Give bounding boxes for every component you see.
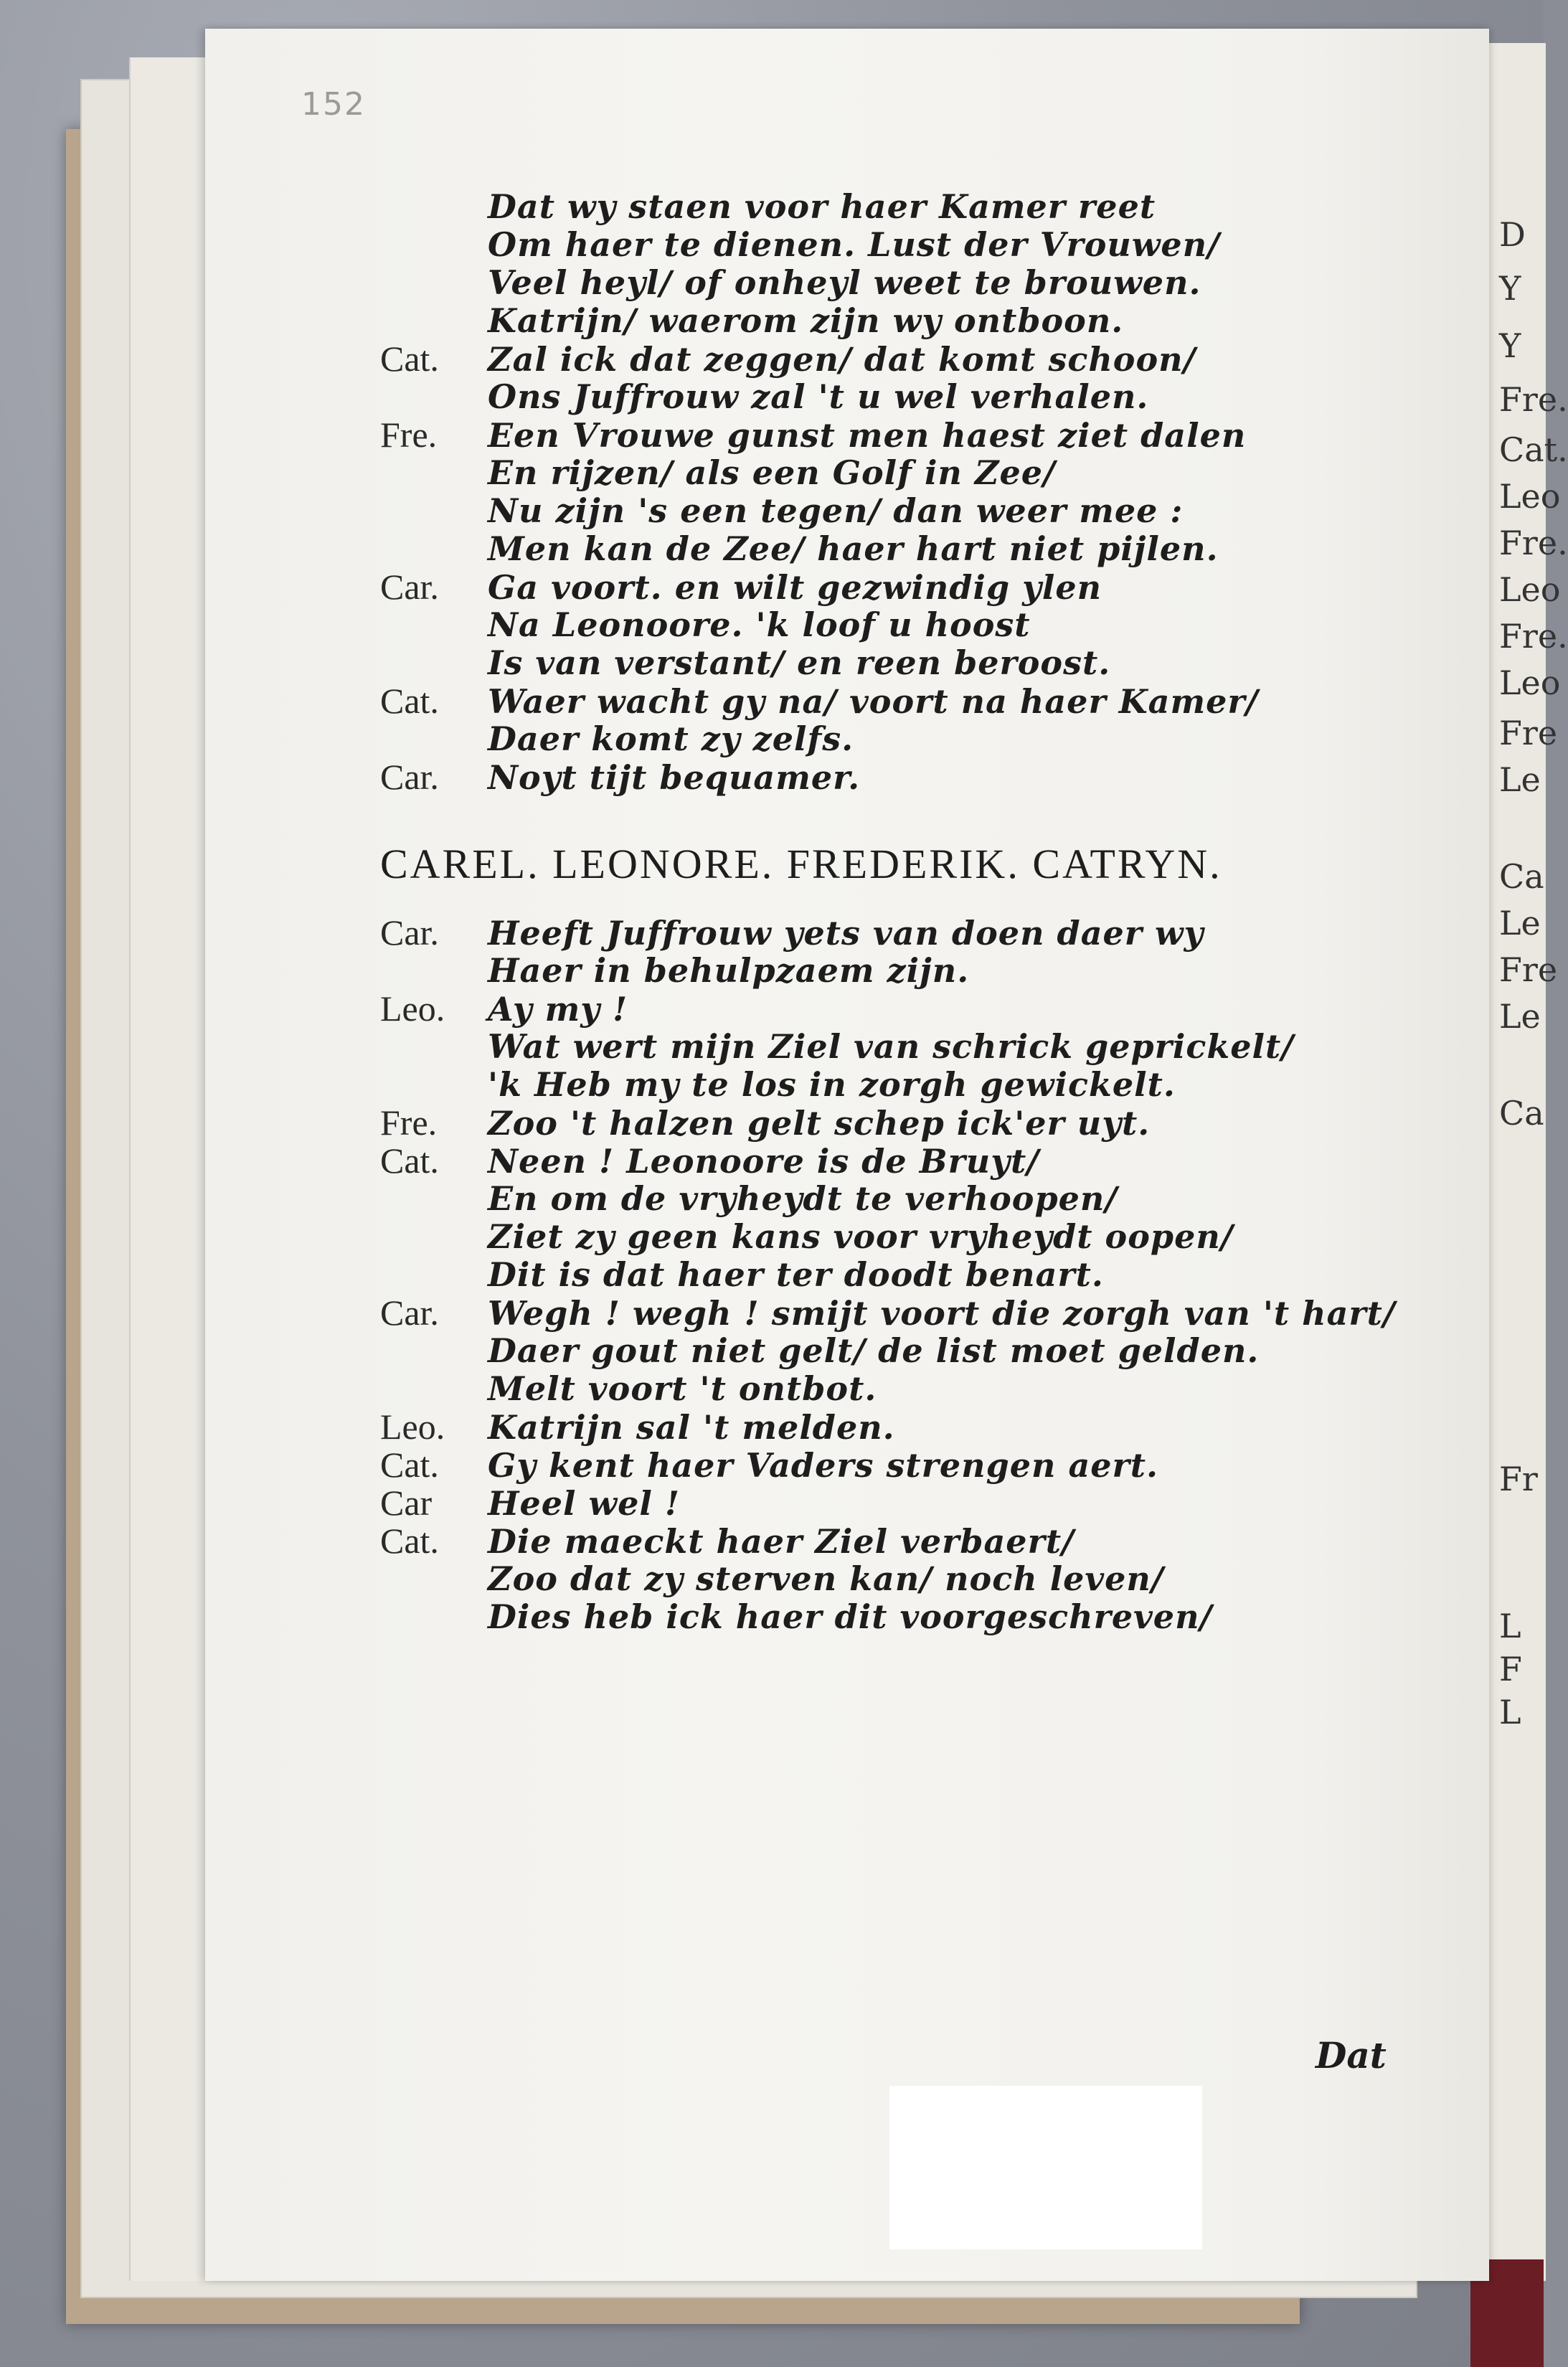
verse-text: Neen ! Leonoore is de Bruyt/ [488,1142,1040,1181]
facing-page-fragment: Le [1499,904,1541,942]
verse-text: Zal ick dat zeggen/ dat komt schoon/ [488,340,1196,379]
speaker-label: Cat. [380,1140,439,1181]
verse-line [380,226,1456,264]
verse-text: Ga voort. en wilt gezwindig ylen [488,568,1102,607]
verse-text: En rijzen/ als een Golf in Zee/ [488,453,1056,492]
facing-page-fragment: L [1499,1693,1521,1731]
speaker-label: Cat. [380,1445,439,1485]
facing-page-fragment: Ca [1499,1094,1544,1133]
facing-page-fragment: Fr [1499,1460,1538,1498]
facing-page-fragment: L [1499,1607,1521,1645]
speaker-label: Cat. [380,339,439,379]
verse-text: Zoo 't halzen gelt schep ick'er uyt. [488,1104,1151,1143]
verse-line [380,1598,1456,1636]
verse-lines-bottom [380,914,1456,1636]
facing-page-fragment: Le [1499,997,1541,1036]
facing-page-fragment: Cat. [1499,430,1568,469]
speaker-label: Car. [380,567,439,607]
verse-text: Veel heyl/ of onheyl weet te brouwen. [488,263,1201,302]
verse-text: Wegh ! wegh ! smijt voort die zorgh van 't hart/ [488,1294,1396,1333]
verse-text: Katrijn sal 't melden. [488,1408,895,1447]
facing-page-fragment: D [1499,215,1526,254]
facing-page-fragment: Leo [1499,477,1561,516]
verse-line [380,1522,1456,1560]
verse-line [380,990,1456,1028]
verse-text-block [380,188,1456,1636]
facing-page-fragment: F [1499,1650,1522,1688]
speaker-label: Leo. [380,1407,445,1447]
facing-page-fragment: Ca [1499,857,1544,896]
verse-line [380,1408,1456,1446]
verse-line [380,682,1456,720]
redaction-box [889,2086,1202,2249]
verse-text: Een Vrouwe gunst men haest ziet dalen [488,416,1247,455]
verse-text: Die maeckt haer Ziel verbaert/ [488,1522,1075,1561]
speaker-label: Leo. [380,988,445,1029]
verse-text: Heeft Juffrouw yets van doen daer wy [488,914,1204,953]
verse-line [380,492,1456,530]
verse-line [380,1256,1456,1294]
verse-line [380,644,1456,682]
scene-heading: CAREL. LEONORE. FREDERIK. CATRYN. [380,841,1222,887]
speaker-label: Car. [380,1293,439,1333]
speaker-label: Car. [380,912,439,953]
facing-page-fragment: Fre. [1499,380,1568,419]
verse-line [380,914,1456,952]
verse-line [380,720,1456,758]
facing-page-fragment: Le [1499,760,1541,799]
verse-line [380,1484,1456,1522]
verse-line [380,1104,1456,1142]
verse-text: Daer gout niet gelt/ de list moet gelden. [488,1331,1260,1370]
verse-text: Wat wert mijn Ziel van schrick geprickelt/ [488,1027,1295,1066]
facing-page-fragment: Fre. [1499,617,1568,656]
verse-line [380,188,1456,226]
verse-text: Heel wel ! [488,1484,681,1523]
verse-line [380,606,1456,644]
verse-text: Dat wy staen voor haer Kamer reet [488,187,1156,226]
verse-line [380,1066,1456,1104]
verse-line [380,1028,1456,1066]
verse-text: 'k Heb my te los in zorgh gewickelt. [488,1065,1176,1104]
speaker-label: Car [380,1483,433,1523]
verse-line [380,264,1456,302]
verse-line [380,1294,1456,1332]
verse-text: Haer in behulpzaem zijn. [488,951,970,990]
verse-text: Ons Juffrouw zal 't u wel verhalen. [488,377,1149,416]
facing-page-fragment: Leo [1499,570,1561,609]
verse-text: Melt voort 't ontbot. [488,1369,877,1408]
verse-text: Nu zijn 's een tegen/ dan weer mee : [488,491,1184,530]
verse-text: Gy kent haer Vaders strengen aert. [488,1446,1159,1485]
verse-line [380,1332,1456,1370]
verse-text: Dit is dat haer ter doodt benart. [488,1255,1104,1294]
verse-text: Katrijn/ waerom zijn wy ontboon. [488,301,1124,340]
verse-line [380,340,1456,378]
verse-text: Ziet zy geen kans voor vryheydt oopen/ [488,1217,1234,1256]
verse-line [380,1180,1456,1218]
verse-line [380,952,1456,990]
verse-line [380,416,1456,454]
facing-page-fragment: Fre [1499,714,1558,752]
verse-text: Waer wacht gy na/ voort na haer Kamer/ [488,682,1259,721]
verse-text: Men kan de Zee/ haer hart niet pijlen. [488,529,1219,568]
verse-text: En om de vryheydt te verhoopen/ [488,1179,1118,1218]
verse-line [380,1446,1456,1484]
verse-line [380,1560,1456,1598]
facing-page-fragment: Y [1499,269,1521,308]
verse-line [380,530,1456,568]
verse-line [380,454,1456,492]
speaker-label: Car. [380,757,439,797]
verse-line [380,1142,1456,1180]
verse-line [380,568,1456,606]
verse-text: Daer komt zy zelfs. [488,719,854,758]
facing-page-fragment: Fre [1499,950,1558,989]
verse-text: Is van verstant/ en reen beroost. [488,643,1111,682]
verse-line [380,1218,1456,1256]
verse-text: Na Leonoore. 'k loof u hoost [488,605,1031,644]
catchword: Dat [1316,2034,1387,2077]
spacer [380,892,1456,914]
speaker-label: Cat. [380,681,439,721]
facing-page-fragment: Y [1499,326,1521,365]
speaker-label: Fre. [380,1102,438,1143]
facing-page-fragment: Fre. [1499,524,1568,562]
verse-text: Zoo dat zy sterven kan/ noch leven/ [488,1559,1164,1598]
facing-page-fragment: Leo [1499,663,1561,702]
verse-text: Dies heb ick haer dit voorgeschreven/ [488,1597,1213,1636]
speaker-label: Cat. [380,1521,439,1561]
verse-line [380,758,1456,796]
verse-line [380,1370,1456,1408]
page-number: 152 [301,86,366,123]
verse-text: Ay my ! [488,990,628,1029]
verse-line [380,378,1456,416]
spacer [380,796,1456,836]
verse-text: Om haer te dienen. Lust der Vrouwen/ [488,225,1220,264]
verse-text: Noyt tijt bequamer. [488,758,861,797]
verse-line [380,302,1456,340]
speaker-label: Fre. [380,415,438,455]
verse-lines-top [380,188,1456,796]
